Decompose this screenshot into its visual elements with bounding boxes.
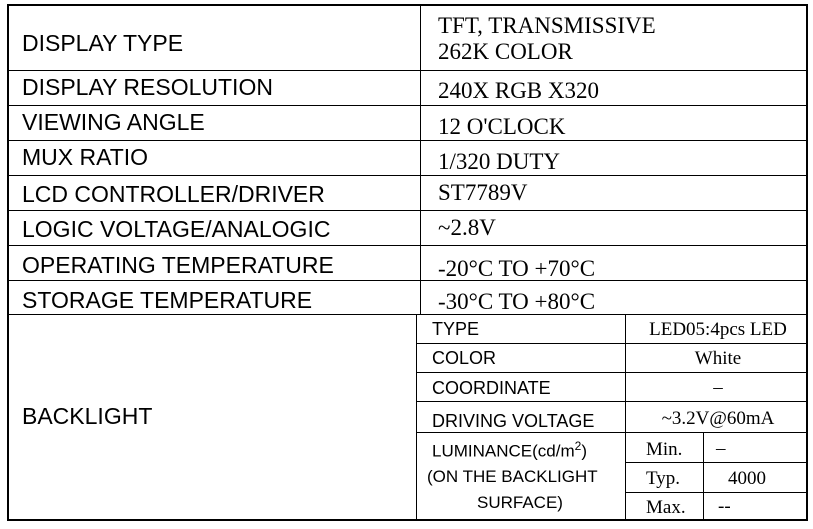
row-value-display-type-line2: 262K COLOR (438, 39, 573, 64)
row-label-display-resolution: DISPLAY RESOLUTION (22, 74, 273, 100)
row-value-viewing-angle: 12 O'CLOCK (438, 114, 566, 139)
row-label-lcd-controller: LCD CONTROLLER/DRIVER (22, 181, 325, 207)
backlight-type-value: LED05:4pcs LED (649, 319, 787, 340)
row-value-display-resolution: 240X RGB X320 (438, 78, 600, 103)
row-value-logic-voltage: ~2.8V (438, 215, 496, 240)
luminance-divider (703, 432, 704, 521)
row-label-logic-voltage: LOGIC VOLTAGE/ANALOGIC (22, 216, 331, 242)
backlight-coordinate-label: COORDINATE (432, 378, 551, 398)
luminance-label-line2: (ON THE BACKLIGHT (427, 467, 598, 486)
row-value-lcd-controller: ST7789V (438, 180, 528, 205)
column-divider (420, 4, 421, 315)
row-value-mux-ratio: 1/320 DUTY (438, 149, 561, 174)
row-divider (7, 70, 808, 71)
luminance-label-superscript: 2 (574, 439, 582, 453)
backlight-row-divider (416, 432, 808, 433)
row-label-operating-temp: OPERATING TEMPERATURE (22, 252, 334, 278)
row-divider (7, 140, 808, 141)
backlight-divider (416, 314, 417, 521)
backlight-driving-voltage-value: ~3.2V@60mA (661, 408, 775, 429)
luminance-label-line1 (432, 440, 587, 460)
backlight-row-divider (416, 372, 808, 373)
row-divider (7, 280, 808, 281)
row-value-storage-temp: -30°C TO +80°C (438, 289, 596, 314)
row-label-storage-temp: STORAGE TEMPERATURE (22, 287, 313, 313)
luminance-typ-label: Typ. (646, 468, 681, 489)
luminance-typ-value: 4000 (728, 468, 766, 489)
luminance-label-text: LUMINANCE(cd/m (432, 441, 575, 461)
row-value-operating-temp: -20°C TO +70°C (438, 256, 596, 281)
luminance-min-value: – (716, 438, 726, 459)
row-label-display-type: DISPLAY TYPE (22, 30, 184, 56)
backlight-color-value: White (694, 348, 742, 369)
backlight-row-divider (416, 343, 808, 344)
row-divider (7, 314, 808, 315)
row-label-mux-ratio: MUX RATIO (22, 144, 149, 170)
luminance-max-value: -- (718, 496, 731, 517)
luminance-label-close: ) (581, 441, 587, 461)
row-divider (7, 175, 808, 176)
luminance-row-divider (625, 462, 808, 463)
row-divider (7, 210, 808, 211)
backlight-row-divider (416, 401, 808, 402)
row-divider (7, 105, 808, 106)
backlight-color-label: COLOR (432, 348, 497, 368)
backlight-divider (625, 314, 626, 521)
luminance-label-line3: SURFACE) (477, 493, 563, 512)
row-value-display-type-line1: TFT, TRANSMISSIVE (438, 13, 656, 38)
luminance-min-label: Min. (646, 439, 683, 460)
backlight-coordinate-value: – (713, 377, 723, 398)
backlight-label: BACKLIGHT (22, 403, 153, 429)
luminance-row-divider (625, 492, 808, 493)
luminance-max-label: Max. (646, 497, 686, 518)
backlight-driving-voltage-label: DRIVING VOLTAGE (432, 411, 595, 431)
backlight-type-label: TYPE (432, 319, 480, 339)
row-label-viewing-angle: VIEWING ANGLE (22, 109, 205, 135)
row-divider (7, 245, 808, 246)
